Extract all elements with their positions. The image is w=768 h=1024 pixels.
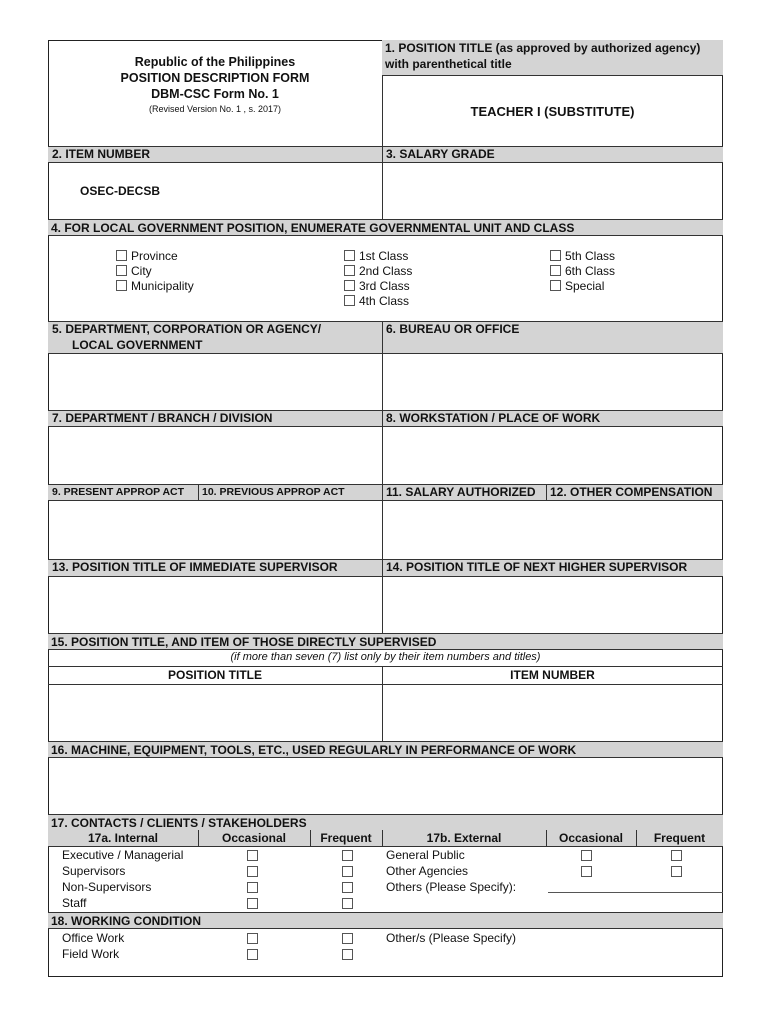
- s9-label: 9. PRESENT APPROP ACT: [52, 486, 185, 498]
- checkbox[interactable]: [342, 898, 353, 909]
- s17-band: [48, 814, 723, 831]
- s15-col-item-number: ITEM NUMBER: [510, 668, 595, 682]
- internal-staff: Staff: [62, 896, 87, 910]
- checkbox[interactable]: [247, 866, 258, 877]
- checkbox[interactable]: [247, 898, 258, 909]
- checkbox[interactable]: [342, 949, 353, 960]
- checkbox[interactable]: [342, 866, 353, 877]
- s17-label: 17. CONTACTS / CLIENTS / STAKEHOLDERS: [51, 816, 307, 830]
- divider: [198, 830, 199, 847]
- header-form-title: POSITION DESCRIPTION FORM: [120, 71, 310, 85]
- unit-municipality[interactable]: [116, 279, 194, 294]
- checkbox[interactable]: [247, 850, 258, 861]
- s3-label: 3. SALARY GRADE: [386, 147, 495, 161]
- s1-label-line2: with parenthetical title: [385, 57, 512, 71]
- class-3rd[interactable]: [344, 279, 410, 294]
- divider: [198, 484, 199, 501]
- checkbox[interactable]: [247, 882, 258, 893]
- class-label: 2nd Class: [359, 264, 413, 278]
- class-4th[interactable]: [344, 294, 409, 309]
- s15-label: 15. POSITION TITLE, AND ITEM OF THOSE DIRECTLY SUPERVISED: [51, 635, 437, 649]
- s17a-header: 17a. Internal: [87, 831, 159, 845]
- item-number-value[interactable]: OSEC-DECSB: [80, 184, 161, 198]
- header-republic: Republic of the Philippines: [134, 55, 296, 69]
- checkbox[interactable]: [671, 866, 682, 877]
- condition-field-work: Field Work: [62, 947, 120, 961]
- condition-other: Other/s (Please Specify): [386, 931, 517, 945]
- divider: [546, 484, 547, 501]
- external-general-public: General Public: [386, 848, 465, 862]
- divider: [546, 830, 547, 847]
- s18-label: 18. WORKING CONDITION: [51, 914, 202, 928]
- divider: [382, 559, 383, 633]
- checkbox[interactable]: [116, 280, 127, 291]
- checkbox[interactable]: [550, 250, 561, 261]
- checkbox[interactable]: [342, 850, 353, 861]
- divider: [382, 830, 383, 847]
- class-2nd[interactable]: [344, 264, 412, 279]
- s4-label: 4. FOR LOCAL GOVERNMENT POSITION, ENUMERATE GOVERNMENTAL UNIT AND CLASS: [51, 221, 575, 235]
- internal-exec: Executive / Managerial: [62, 848, 184, 862]
- s15-band: [48, 633, 723, 650]
- class-5th[interactable]: [550, 249, 615, 264]
- s4-band: [48, 219, 723, 236]
- s5-label-line1: 5. DEPARTMENT, CORPORATION OR AGENCY/: [52, 322, 322, 336]
- s14-label: 14. POSITION TITLE OF NEXT HIGHER SUPERVISOR: [386, 560, 688, 574]
- s16-label: 16. MACHINE, EQUIPMENT, TOOLS, ETC., USED REGULARLY IN PERFORMANCE OF WORK: [51, 743, 577, 757]
- s8-label: 8. WORKSTATION / PLACE OF WORK: [386, 411, 601, 425]
- checkbox[interactable]: [247, 949, 258, 960]
- divider: [636, 830, 637, 847]
- condition-office-work: Office Work: [62, 931, 125, 945]
- s17a-occasional-header: Occasional: [221, 831, 287, 845]
- s7-label: 7. DEPARTMENT / BRANCH / DIVISION: [52, 411, 273, 425]
- position-title-value[interactable]: TEACHER I (SUBSTITUTE): [470, 104, 635, 119]
- external-other-agencies: Other Agencies: [386, 864, 469, 878]
- internal-supervisors: Supervisors: [62, 864, 126, 878]
- class-label: 4th Class: [359, 294, 410, 308]
- class-special[interactable]: [550, 279, 604, 294]
- others-specify-line[interactable]: [548, 892, 723, 893]
- checkbox[interactable]: [550, 265, 561, 276]
- divider: [382, 410, 383, 484]
- s13-label: 13. POSITION TITLE OF IMMEDIATE SUPERVISOR: [52, 560, 338, 574]
- s17b-frequent-header: Frequent: [653, 831, 706, 845]
- s2-label: 2. ITEM NUMBER: [52, 147, 151, 161]
- class-label: 1st Class: [359, 249, 409, 263]
- unit-label: Municipality: [131, 279, 194, 293]
- external-others: Others (Please Specify):: [386, 880, 517, 894]
- s10-label: 10. PREVIOUS APPROP ACT: [202, 486, 345, 498]
- divider: [382, 484, 383, 559]
- s1-label-line1: 1. POSITION TITLE (as approved by authorized agency): [385, 41, 701, 55]
- s15-col-position-title: POSITION TITLE: [167, 668, 262, 682]
- class-label: 5th Class: [565, 249, 616, 263]
- class-6th[interactable]: [550, 264, 615, 279]
- s11-label: 11. SALARY AUTHORIZED: [386, 485, 536, 499]
- checkbox[interactable]: [247, 933, 258, 944]
- s17a-frequent-header: Frequent: [320, 831, 372, 845]
- s12-label: 12. OTHER COMPENSATION: [550, 485, 713, 499]
- checkbox[interactable]: [116, 265, 127, 276]
- divider: [382, 666, 383, 741]
- divider: [310, 830, 311, 847]
- class-label: Special: [565, 279, 605, 293]
- checkbox[interactable]: [581, 866, 592, 877]
- internal-non-supervisors: Non-Supervisors: [62, 880, 152, 894]
- s5-label-line2: LOCAL GOVERNMENT: [72, 338, 203, 352]
- header-form-number: DBM-CSC Form No. 1: [151, 87, 279, 101]
- s16-band: [48, 741, 723, 758]
- unit-city[interactable]: [116, 264, 152, 279]
- checkbox[interactable]: [581, 850, 592, 861]
- class-label: 6th Class: [565, 264, 616, 278]
- checkbox[interactable]: [344, 295, 355, 306]
- s17b-occasional-header: Occasional: [558, 831, 624, 845]
- checkbox[interactable]: [342, 882, 353, 893]
- divider: [48, 666, 723, 667]
- unit-label: Province: [131, 249, 178, 263]
- s17b-header: 17b. External: [426, 831, 502, 845]
- checkbox[interactable]: [671, 850, 682, 861]
- checkbox[interactable]: [550, 280, 561, 291]
- class-1st[interactable]: [344, 249, 408, 264]
- header-revision: (Revised Version No. 1 , s. 2017): [148, 104, 282, 114]
- s15-note: (if more than seven (7) list only by their item numbers and titles): [230, 651, 541, 663]
- s6-label: 6. BUREAU OR OFFICE: [386, 322, 520, 336]
- divider: [382, 321, 383, 410]
- s1-label-band: [382, 40, 723, 76]
- divider: [382, 146, 383, 219]
- unit-label: City: [131, 264, 152, 278]
- checkbox[interactable]: [344, 265, 355, 276]
- checkbox[interactable]: [344, 280, 355, 291]
- checkbox[interactable]: [116, 250, 127, 261]
- unit-province[interactable]: [116, 249, 178, 264]
- s18-band: [48, 912, 723, 929]
- divider: [48, 684, 723, 685]
- class-label: 3rd Class: [359, 279, 410, 293]
- checkbox[interactable]: [342, 933, 353, 944]
- checkbox[interactable]: [344, 250, 355, 261]
